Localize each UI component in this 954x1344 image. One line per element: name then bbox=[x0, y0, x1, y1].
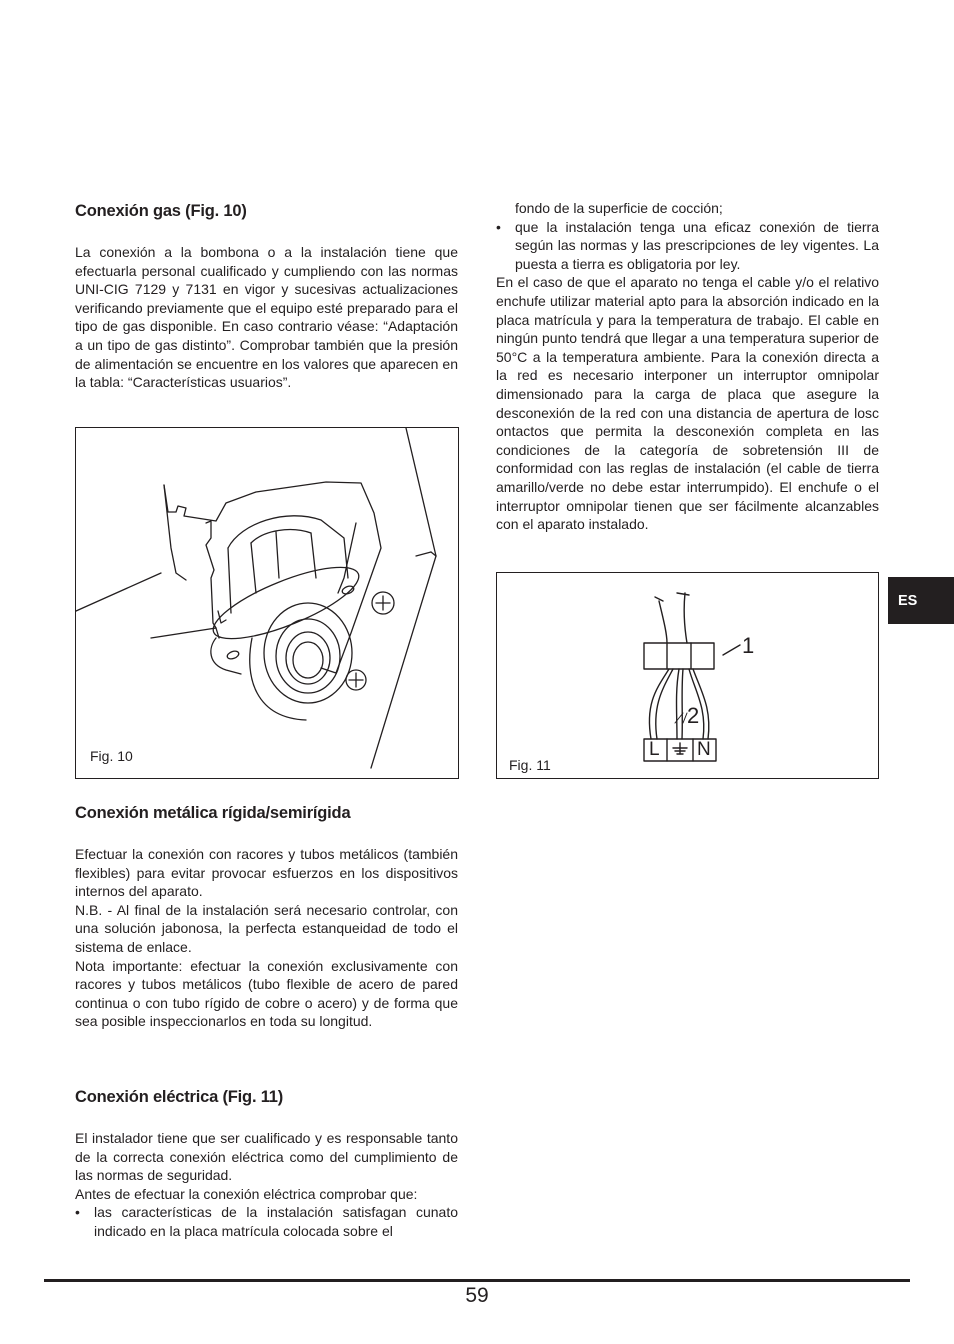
gas-connection-heading: Conexión gas (Fig. 10) bbox=[75, 202, 247, 220]
electrical-checklist bbox=[75, 1203, 458, 1240]
metal-connection-heading: Conexión metálica rígida/semirígida bbox=[75, 804, 351, 822]
label-1: 1 bbox=[742, 633, 755, 658]
figure-11 bbox=[496, 572, 879, 779]
figure-10 bbox=[75, 427, 459, 779]
terminal-N-label: N bbox=[697, 739, 711, 760]
electrical-connection-body: En el caso de que el aparato no tenga el cable y/o el relativo enchufe utilizar material apto para la absorción indicado en la placa matrícula y para la temperatura de trabajo. El cable en ningún punto tendrá que llegar a una temperatura superior de 50°C a la temperatura ambiente. Para la conexión directa a la red es necesario interponer un interruptor omnipolar dimensionado para la carga de placa que asegure la desconexión de la red con una distancia de apertura de losc ontactos que permita la desconexión completa en las condiciones de la categoría de sobretensión III de conformidad con las reglas de instalación (el cable de tierra amarillo/verde no debe estar interrumpido). El enchufe o el interruptor omnipolar tienen que ser fácilmente alcanzables con el aparato instalado. bbox=[496, 274, 879, 533]
language-tab bbox=[888, 577, 954, 624]
gas-connection-text: La conexión a la bombona o a la instalación tiene que efectuarla personal cualificado y cumpliendo con las normas UNI-CIG 7129 y 7131 en vigor y sucesivas actualizaciones verificando previamente que el equipo esté preparado para el tipo de gas disponible. En caso contrario véase: “Adaptación a un tipo de gas distinto”. Comprobar también que la presión de alimentación se encuentre en los valores que aparecen en la tabla: “Características usuarios”. bbox=[75, 244, 458, 391]
language-tab-label: ES bbox=[898, 592, 918, 609]
metal-connection-p1: Efectuar la conexión con racores y tubos metálicos (también flexibles) para evitar provocar esfuerzos en los dispositivos internos del aparato. bbox=[75, 846, 458, 900]
gas-connector-drawing bbox=[76, 428, 458, 778]
footer-rule bbox=[44, 1279, 910, 1282]
page-number: 59 bbox=[465, 1284, 489, 1307]
metal-connection-p3: Nota importante: efectuar la conexión exclusivamente con racores y tubos metálicos (tubo flexible de acero de pared continua o con tubo rígido de cobre o acero) y de forma que sea posible inspeccionarlos en toda su longitud. bbox=[75, 957, 458, 1030]
electrical-connection-p1: El instalador tiene que ser cualificado y es responsable tanto de la correcta conexión eléctrica como del cumplimiento de las normas de seguridad. bbox=[75, 1130, 458, 1184]
left-column bbox=[75, 199, 458, 392]
bullet1-continuation: fondo de la superficie de cocción; bbox=[515, 200, 723, 216]
electrical-connection-p2: Antes de efectuar la conexión eléctrica comprobar que: bbox=[75, 1185, 418, 1202]
label-2: 2 bbox=[687, 703, 700, 728]
terminal-L-label: L bbox=[649, 739, 660, 760]
list-item bbox=[496, 218, 879, 274]
fig10-caption: Fig. 10 bbox=[90, 748, 133, 764]
list-item-text: las características de la instalación satisfagan cunato indicado en la placa matrícula colocada sobre el bbox=[94, 1204, 458, 1239]
electrical-connection-heading: Conexión eléctrica (Fig. 11) bbox=[75, 1088, 284, 1106]
list-item-text: que la instalación tenga una eficaz conexión de tierra según las normas y las prescripciones de ley vigentes. La puesta a tierra es obligatoria por ley. bbox=[515, 218, 879, 272]
fig11-caption: Fig. 11 bbox=[509, 757, 551, 773]
metal-connection-section bbox=[75, 801, 458, 1031]
bullet-glyph: • bbox=[496, 218, 501, 235]
electrical-connection-section bbox=[75, 1085, 458, 1241]
electrical-checklist-cont bbox=[496, 218, 879, 274]
bullet-glyph: • bbox=[75, 1204, 80, 1221]
wiring-diagram bbox=[497, 573, 878, 778]
metal-connection-p2: N.B. - Al final de la instalación será necesario controlar, con una solución jabonosa, la perfecta estanqueidad de todo el sistema de enlace. bbox=[75, 901, 458, 955]
list-item bbox=[75, 1203, 458, 1240]
right-column bbox=[496, 199, 879, 534]
